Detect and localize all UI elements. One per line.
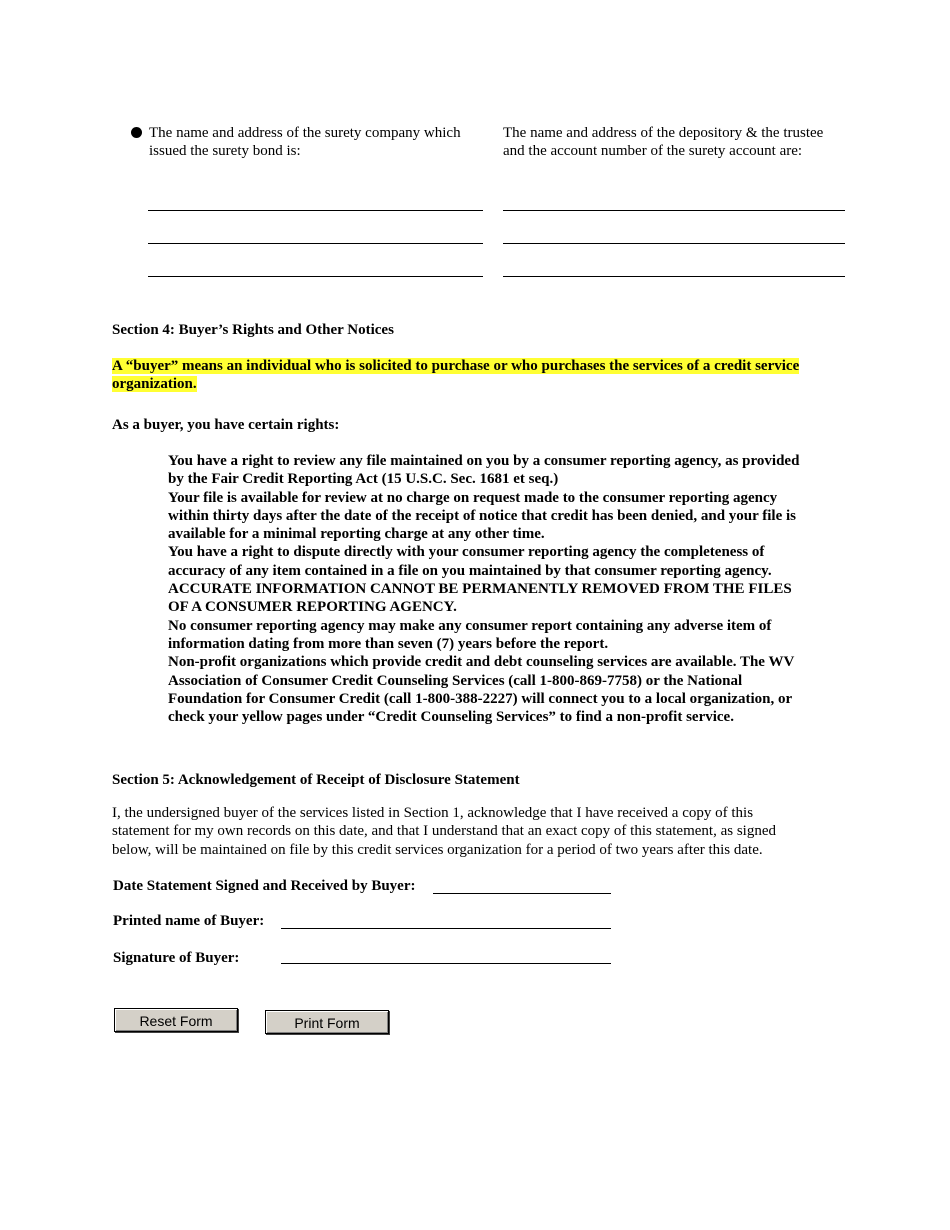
rights-line: check your yellow pages under “Credit Counseling Services” to find a non-profit service. xyxy=(168,709,734,726)
acknowledgement-line1: I, the undersigned buyer of the services listed in Section 1, acknowledge that I have received a copy of this xyxy=(112,805,754,821)
surety-left-line1: The name and address of the surety company which xyxy=(149,125,461,141)
rights-line: by the Fair Credit Reporting Act (15 U.S.C. Sec. 1681 et seq.) xyxy=(168,471,559,488)
surety-left-line2: issued the surety bond is: xyxy=(149,143,301,160)
reset-form-button[interactable]: Reset Form xyxy=(114,1008,238,1032)
acknowledgement-line2: statement for my own records on this date, and that I understand that an exact copy of this statement, as signed xyxy=(112,823,776,840)
surety-company-field-1[interactable] xyxy=(148,210,483,211)
rights-line: No consumer reporting agency may make any consumer report containing any adverse item of xyxy=(168,617,772,634)
section4-heading: Section 4: Buyer’s Rights and Other Notices xyxy=(112,322,394,338)
buyer-definition xyxy=(112,357,842,394)
depository-field-2[interactable] xyxy=(503,243,845,244)
rights-line: You have a right to review any file maintained on you by a consumer reporting agency, as provided xyxy=(168,453,800,469)
acknowledgement-text xyxy=(112,804,852,859)
surety-company-field-3[interactable] xyxy=(148,276,483,277)
rights-line: Association of Consumer Credit Counseling Services (call 1-800-869-7758) or the National xyxy=(168,672,743,689)
depository-field-3[interactable] xyxy=(503,276,845,277)
rights-line: accuracy of any item contained in a file on you maintained by that consumer reporting agency. xyxy=(168,562,772,579)
surety-company-prompt xyxy=(149,124,489,161)
rights-line: Foundation for Consumer Credit (call 1-800-388-2227) will connect you to a local organization, or xyxy=(168,690,793,707)
depository-prompt xyxy=(503,124,853,161)
rights-line: ACCURATE INFORMATION CANNOT BE PERMANENTLY REMOVED FROM THE FILES xyxy=(168,581,792,598)
date-signed-field[interactable] xyxy=(433,893,611,894)
bullet-icon xyxy=(131,127,142,138)
section5-heading: Section 5: Acknowledgement of Receipt of Disclosure Statement xyxy=(112,772,520,788)
signature-label: Signature of Buyer: xyxy=(113,950,240,966)
surety-right-line2: and the account number of the surety account are: xyxy=(503,143,803,160)
rights-line: You have a right to dispute directly with your consumer reporting agency the completeness of xyxy=(168,544,765,561)
depository-field-1[interactable] xyxy=(503,210,845,211)
print-form-button[interactable]: Print Form xyxy=(265,1010,389,1034)
buyer-definition-line1: A “buyer” means an individual who is solicited to purchase or who purchases the services of a credit service xyxy=(112,358,800,374)
printed-name-field[interactable] xyxy=(281,928,611,929)
acknowledgement-line3: below, will be maintained on file by this credit services organization for a period of two years after this date. xyxy=(112,841,763,858)
rights-line: Your file is available for review at no charge on request made to the consumer reporting agency xyxy=(168,489,778,506)
surety-company-field-2[interactable] xyxy=(148,243,483,244)
rights-list xyxy=(168,452,838,726)
rights-line: information dating from more than seven (7) years before the report. xyxy=(168,635,609,652)
surety-right-line1: The name and address of the depository & the trustee xyxy=(503,125,824,141)
printed-name-label: Printed name of Buyer: xyxy=(113,913,265,929)
rights-line: Non-profit organizations which provide credit and debt counseling services are available. The WV xyxy=(168,654,795,671)
buyer-definition-line2: organization. xyxy=(112,376,197,393)
rights-line: available for a minimal reporting charge at any other time. xyxy=(168,526,545,543)
rights-intro: As a buyer, you have certain rights: xyxy=(112,417,340,433)
rights-line: within thirty days after the date of the receipt of notice that credit has been denied, and your file is xyxy=(168,507,797,524)
date-signed-label: Date Statement Signed and Received by Buyer: xyxy=(113,878,416,894)
rights-line: OF A CONSUMER REPORTING AGENCY. xyxy=(168,599,457,616)
signature-field[interactable] xyxy=(281,963,611,964)
